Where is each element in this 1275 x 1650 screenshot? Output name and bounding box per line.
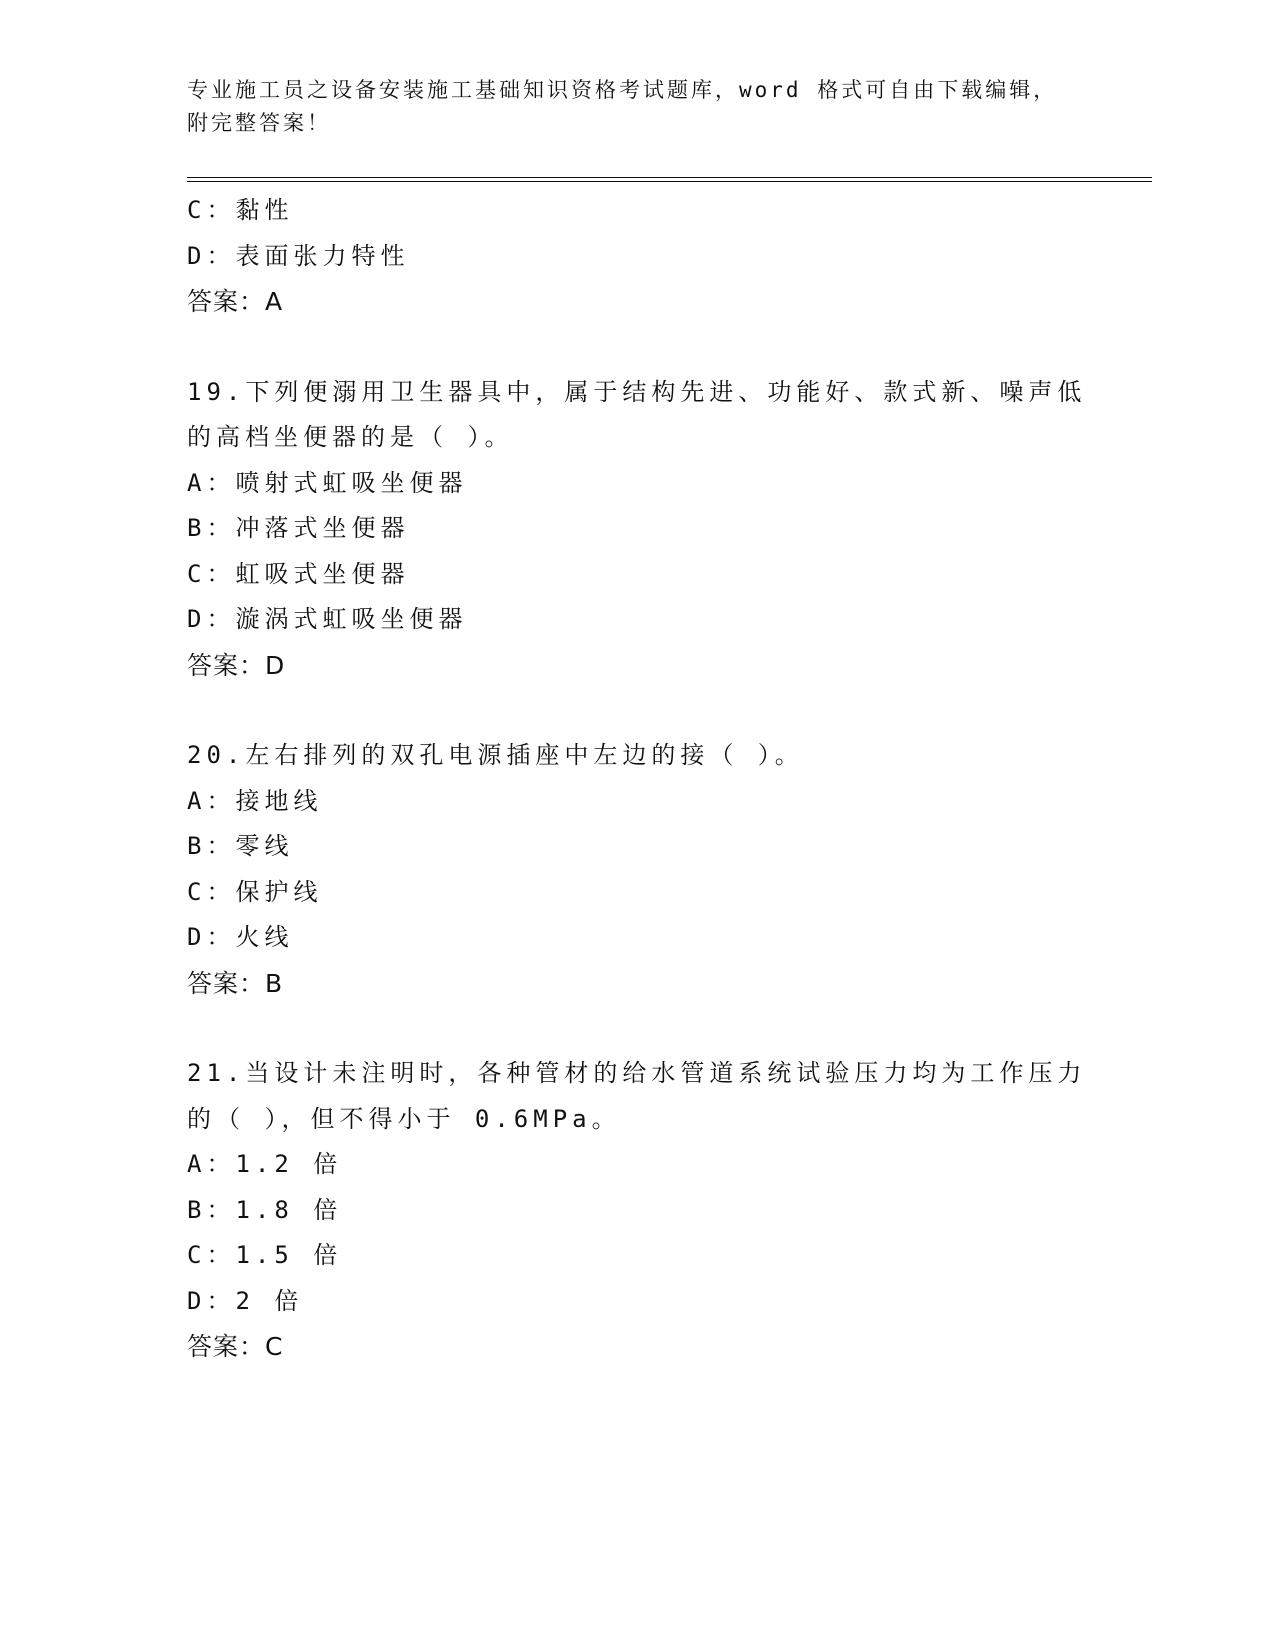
option-a: A：1.2 倍: [187, 1150, 343, 1178]
option-d: D：漩涡式虹吸坐便器: [187, 605, 468, 633]
header-title-line-2: 附完整答案！: [187, 111, 331, 135]
option-a: A：喷射式虹吸坐便器: [187, 468, 468, 497]
answer-label: 答案：A: [187, 287, 284, 316]
option-b: B：冲落式坐便器: [187, 514, 410, 542]
header-divider-top: [187, 177, 1152, 178]
option-b: B：零线: [187, 832, 294, 860]
question-text-line: 的（ ），但不得小于 0.6MPa。: [187, 1104, 621, 1133]
spacer: [187, 325, 1087, 370]
option-c: C：保护线: [187, 877, 323, 906]
option-c: C：虹吸式坐便器: [187, 559, 410, 588]
header-title-line-1: 专业施工员之设备安装施工基础知识资格考试题库，word 格式可自由下载编辑，: [187, 78, 1058, 102]
question-text-line: 19.下列便溺用卫生器具中，属于结构先进、功能好、款式新、噪声低: [187, 377, 1087, 406]
question-21: [187, 1051, 1087, 1370]
question-text-line: 21.当设计未注明时，各种管材的给水管道系统试验压力均为工作压力: [187, 1059, 1087, 1087]
answer-label: 答案：B: [187, 968, 284, 998]
option-a: A：接地线: [187, 786, 323, 815]
question-20: [187, 733, 1087, 1006]
answer-label: 答案：C: [187, 1332, 284, 1361]
header-divider-bottom: [187, 181, 1152, 182]
option-c: C：黏性: [187, 196, 294, 224]
option-d: D：表面张力特性: [187, 241, 410, 270]
option-d: D：2 倍: [187, 1286, 304, 1315]
question-18-tail: [187, 188, 1087, 325]
question-text-line: 的高档坐便器的是（ ）。: [187, 423, 514, 451]
option-b: B：1.8 倍: [187, 1195, 343, 1224]
answer-label: 答案：D: [187, 650, 286, 680]
spacer: [187, 688, 1087, 733]
question-text-line: 20.左右排列的双孔电源插座中左边的接（ ）。: [187, 741, 804, 769]
question-19: [187, 370, 1087, 689]
spacer: [187, 1006, 1087, 1051]
question-list: [187, 188, 1087, 1370]
option-d: D：火线: [187, 923, 294, 951]
document-header: [187, 74, 1087, 140]
option-c: C：1.5 倍: [187, 1241, 343, 1269]
